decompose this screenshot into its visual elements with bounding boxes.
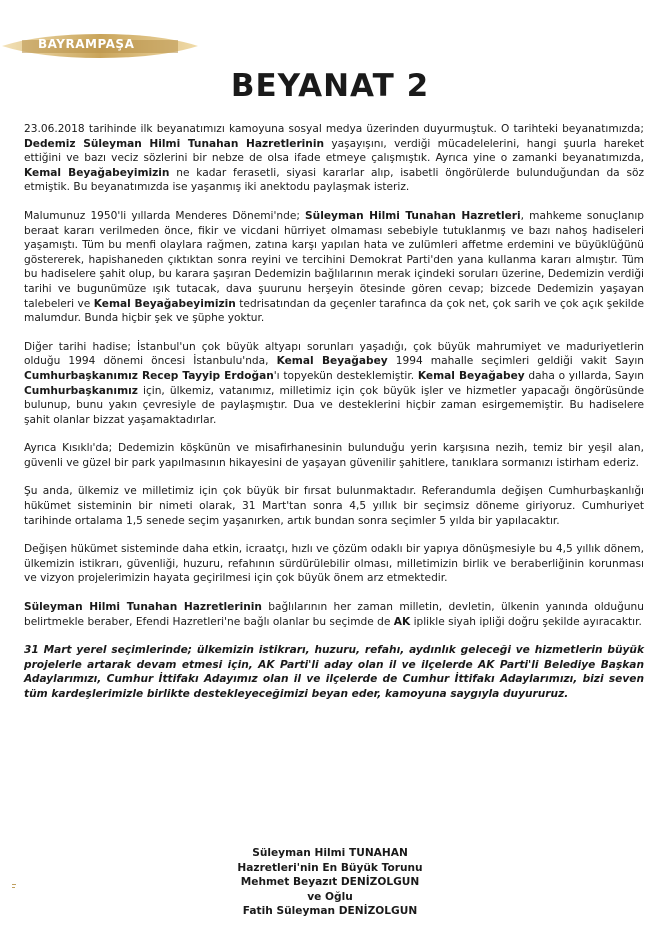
text-run: tedrisatından da geçenler tarafınca da çok net, çok sarih ve çok açık şekilde malumdur. Bunda hiçbir şek ve şüphe yoktur. [24, 297, 644, 325]
bold-text-run: Cumhurbaşkanımız Recep Tayyip Erdoğan [24, 369, 274, 382]
text-run: Malumunuz 1950'li yıllarda Menderes Dönemi'nde; [24, 209, 306, 222]
text-run: 1994 mahalle seçimleri geldiği vakit Sayın [387, 355, 644, 368]
statement-body [24, 122, 644, 716]
paragraph [24, 340, 644, 428]
bold-text-run: Kemal Beyağabey [417, 369, 525, 382]
bold-text-run: Kemal Beyağabeyimizin [93, 297, 236, 310]
text-run: , mahkeme sonuçlanıp beraat kararı verilmeden önce, fikir ve vicdani hürriyet olmaması sebebiyle tutuklanmış ve bazı nahoş hadiseleri yaşamıştı. Tüm bu menfi olaylara rağmen, zatına karşı yapılan hata ve zulümleri affetme erdemini ve büyüklüğünü göstererek, hapishaneden çıktıktan sonra reyini ve tercihini Demokrat Parti'den yana kullanma kararı almıştır. Tüm bu hadiselere şahit olup, bu karara şaşıran Dedemizin bağlılarının merak içindeki soruları üzerine, Dedemizin verdiği tarihi ve bugunümüze ışık tutacak, dava şuurunu herşeyin ötesinde gören cevap; bizcede Dedemizin yaşayan talebeleri ve [24, 209, 645, 310]
paragraph [24, 600, 644, 629]
text-run: Diğer tarihi hadise; İstanbul'un çok büyük altyapı sorunları yaşadığı, çok büyük mahrumiyet ve maduriyetlerin olduğu 1994 dönemi öncesi İstanbulu'nda, [24, 340, 644, 368]
signature-line: Fatih Süleyman DENİZOLGUN [242, 905, 418, 917]
bold-text-run: Cumhurbaşkanımız [24, 384, 138, 397]
edge-mark-icon [12, 884, 18, 890]
text-run: Değişen hükümet sisteminde daha etkin, icraatçı, hızlı ve çözüm odaklı bir yapıya dönüşmesiyle bu 4,5 yıllık dönem, ülkemizin istikrarı, güvenliği, huzuru, refahının sürdürülebilir olması, milletimizin birlik ve beraberliğinin korunması ve vizyon projelerimizin hayata geçirilmesi için çok büyük önem arz etmektedir. [24, 543, 644, 585]
text-run: için, ülkemiz, vatanımız, milletimiz için çok büyük işler ve hizmetler yapacağı öngörüsünde bulunup, bunu yakın çevresiyle de paylaşmıştır. Dua ve desteklerini hiçbir zaman esirgememiştir. Bu hadiselere şahit olanlar bizzat yaşamaktadırlar. [24, 384, 644, 426]
text-run: iplikle siyah ipliği doğru şekilde ayıracaktır. [410, 615, 642, 628]
signature-line: Mehmet Beyazıt DENİZOLGUN [240, 876, 420, 888]
signature-line: Süleyman Hilmi TUNAHAN [252, 847, 408, 859]
bold-text-run: AK [393, 615, 411, 628]
paragraph [24, 122, 644, 195]
text-run: Şu anda, ülkemiz ve milletimiz için çok büyük bir fırsat bulunmaktadır. Referandumla değişen Cumhurbaşkanlığı hükümet sisteminin bir nimeti olarak, 31 Mart'tan sonra 4,5 yıllık bir seçimsiz döneme giriyoruz. Cumhuriyet tarihinde ortalama 1,5 senede seçim yaşanırken, artık bundan sonra seçimler 5 yılda bir yapılacaktır. [24, 485, 644, 527]
text-run: daha o yıllarda, Sayın [524, 369, 645, 382]
paragraph [24, 441, 644, 470]
bold-text-run: Süleyman Hilmi Tunahan Hazretleri [305, 209, 521, 222]
text-run: 23.06.2018 tarihinde ilk beyanatımızı kamoyuna sosyal medya üzerinden duyurmuştuk. O tarihteki beyanatımızda; [24, 123, 644, 135]
text-run: 'ı topyekün desteklemiştir. [273, 369, 418, 382]
closing-paragraph: 31 Mart yerel seçimlerinde; ülkemizin istikrarı, huzuru, refahı, aydınlık geleceği ve hizmetlerin büyük projelerle artarak devam etmesi için, AK Parti'li aday olan il ve ilçelerde AK Parti'li Belediye Başkan Adaylarımızı, Cumhur İttifakı Adayımız olan il ve ilçelerde de Cumhur İttifakı Adaylarımızı, bizi seven tüm kardeşlerimizle birlikte destekleyeceğimizi beyan eder, kamoyuna saygıyla duyururuz. [24, 644, 644, 700]
bold-text-run: Dedemiz Süleyman Hilmi Tunahan Hazretlerinin [24, 137, 325, 150]
paragraph [24, 542, 644, 586]
text-run: Ayrıca Kısıklı'da; Dedemizin köşkünün ve misafirhanesinin bulunduğu yerin karşısına nezih, temiz bir yeşil alan, güvenli ve güzel bir park yapılmasının hikayesini de yaşayan güvenilir şahitlere, tanıklara sormanızı istirham ederiz. [24, 442, 644, 469]
paragraph [24, 209, 644, 326]
bold-text-run: Kemal Beyağabeyimizin [24, 166, 170, 179]
bold-text-run: Süleyman Hilmi Tunahan Hazretlerinin [24, 601, 262, 614]
page-title: BEYANAT 2 [230, 68, 430, 104]
text-run: bağlılarının her zaman milletin, devletin, ülkenin yanında olduğunu belirtmekle beraber, Efendi Hazretleri'ne bağlı olanlar bu seçimde de [24, 601, 644, 628]
logo-text: BAYRAMPAŞA [38, 37, 135, 51]
signature-line: Hazretleri'nin En Büyük Torunu [237, 861, 423, 874]
text-run: yaşayışını, verdiği mücadelelerini, hangi şuurla hareket ettiğini ve bazı veciz sözlerini bir nebze de olsa ifade etmeye çalışmıştık. Ayrıca yine o zamanki beyanatımızda, [24, 137, 644, 165]
signature-block [0, 846, 660, 919]
signature-line: ve Oğlu [307, 890, 353, 903]
bayrampasa-logo [0, 30, 200, 60]
bold-text-run: Kemal Beyağabey [276, 355, 388, 368]
paragraph [24, 484, 644, 528]
text-run: ne kadar ferasetli, siyasi kararlar alıp, isabetli öngörülerde bulunduğundan da söz etmiştik. Bu beyanatımızda ise yaşanmış iki anektodu paylaşmak isteriz. [24, 166, 645, 194]
